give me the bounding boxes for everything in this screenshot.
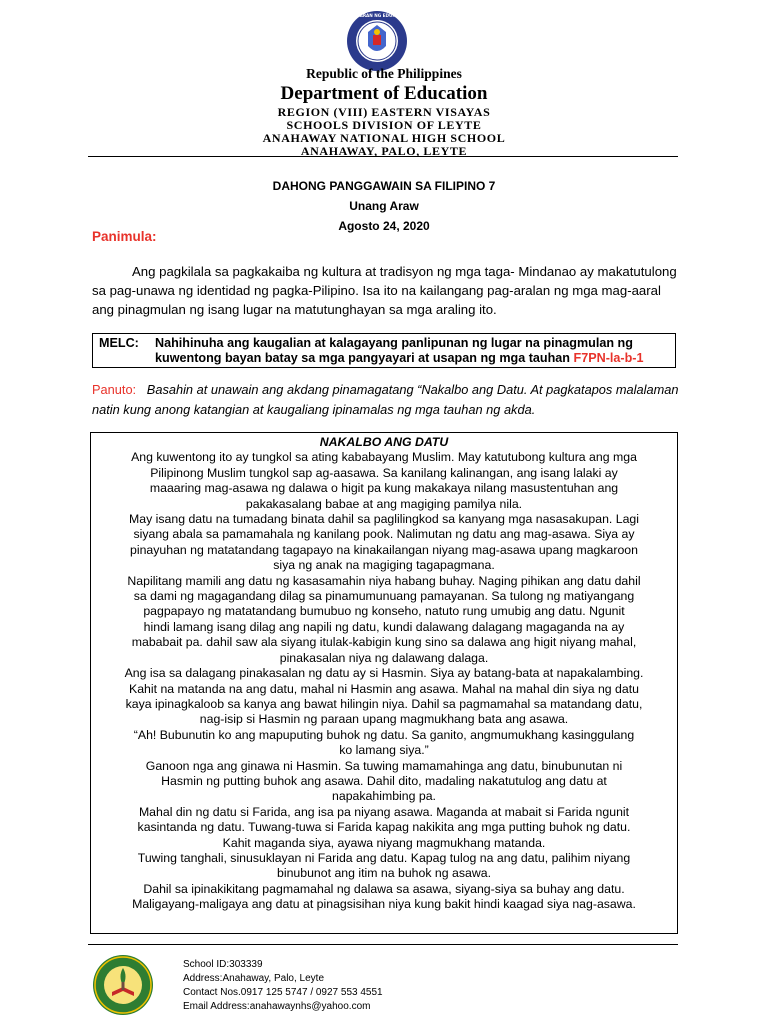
email-address: Email Address:anahawaynhs@yahoo.com [183, 1001, 371, 1012]
story-line: Ang isa sa dalagang pinakasalan ng datu ay si Hasmin. Siya ay batang-bata at napakalambing. [124, 666, 644, 681]
story-line: Kahit na matanda na ang datu, mahal ni Hasmin ang asawa. Mahal na mahal din siya ng datu [129, 681, 639, 696]
story-line: ko lamang siya.” [339, 743, 429, 758]
contact-numbers: Contact Nos.0917 125 5747 / 0927 553 4551 [183, 987, 383, 998]
panuto-label: Panuto: [92, 382, 137, 397]
story-line: Dahil sa ipinakikitang pagmamahal ng dalawa sa asawa, siyang-siya sa buhay ang datu. [143, 881, 625, 896]
story-line: siya ng anak na magiging tagapagmana. [273, 558, 495, 573]
story-line: binubunot ang itim na buhok ng asawa. [277, 866, 491, 881]
school-line: ANAHAWAY NATIONAL HIGH SCHOOL [262, 131, 506, 145]
story-line: Tuwing tanghali, sinusuklayan ni Farida ang datu. Kapag tulog na ang datu, palihim niyang [137, 850, 631, 865]
story-line: Mahal din ng datu si Farida, ang isa pa niyang asawa. Maganda at mabait si Farida ngunit [138, 804, 630, 819]
melc-box [92, 333, 676, 368]
story-line: sa dami ng magagandang dilag sa pinamumunuang pamayanan. Sa tulong ng matiyangang [133, 589, 635, 604]
letterhead [0, 66, 768, 158]
worksheet-titles [0, 176, 768, 236]
republic-line: Republic of the Philippines [306, 66, 462, 81]
intro-paragraph [92, 262, 677, 319]
region-line: REGION (VIII) EASTERN VISAYAS [277, 105, 491, 119]
melc-label: MELC: [99, 336, 139, 350]
svg-text:KAGAWARAN NG EDUKASYON: KAGAWARAN NG EDUKASYON [342, 13, 412, 18]
melc-line-1: Nahihinuha ang kaugalian at kalagayang panlipunan ng lugar na pinagmulan ng [155, 336, 633, 350]
intro-text: Ang pagkilala sa pagkakaiba ng kultura at tradisyon ng mga taga- Mindanao ay makatutulong sa pag-unawa ng identidad ng pagka-Pilipino. Isa ito na kailangang pag-aralan ng mga mag-aaral ang pinagmulan ng isang lugar na matutunghayan sa mga araling ito. [92, 264, 677, 317]
story-line: hindi lamang isang dilag ang napili ng datu, kundi dalawang dalagang magaganda na ay [143, 619, 625, 634]
story-title: NAKALBO ANG DATU [319, 435, 449, 449]
footer-address: Address:Anahaway, Palo, Leyte [183, 973, 325, 984]
worksheet-title: DAHONG PANGGAWAIN SA FILIPINO 7 [272, 179, 496, 193]
story-line: “Ah! Bubunutin ko ang mapuputing buhok ng datu. Sa ganito, angmumukhang kasinggulang [133, 727, 635, 742]
story-line: siyang abala sa pamamahala ng kanilang pook. Nalimutan ng datu ang mag-asawa. Siya ay [133, 527, 635, 542]
story-line: Ang kuwentong ito ay tungkol sa ating kababayang Muslim. May katutubong kultura ang mga [131, 450, 637, 465]
story-line: kasintanda ng datu. Tuwang-tuwa si Farida kapag nakikita ang mga putting buhok ng datu. [137, 820, 631, 835]
story-line: Napilitang mamili ang datu ng kasasamahin niya habang buhay. Naging pihikan ang datu dahil [127, 573, 641, 588]
melc-line-2 [155, 351, 643, 365]
story-line: mababait pa. dahil saw ala siyang itulak-kabigin kung sino sa dalawa ang higit niyang mahal, [131, 635, 637, 650]
story-line: pinakasalan niya ng dalawang dalaga. [279, 650, 489, 665]
melc-line-2-text: kuwentong bayan batay sa mga pangyayari at usapan ng mga tauhan [155, 351, 570, 365]
division-line: SCHOOLS DIVISION OF LEYTE [286, 118, 482, 132]
panuto-text: Basahin at unawain ang akdang pinamagatang “Nakalbo ang Datu. At pagkatapos malalaman natin kung anong katangian at kaugaliang ipinamalas ng mga tauhan ng akda. [92, 382, 679, 417]
story-line: pagpapayo ng matatandang bumubuo ng konseho, natuto rung umubig ang datu. Ngunit [143, 604, 625, 619]
school-id: School ID:303339 [183, 959, 263, 970]
deped-seal-logo [342, 10, 412, 72]
story-box [90, 432, 678, 934]
header-divider [88, 156, 678, 157]
footer-divider [88, 944, 678, 945]
department-title: Department of Education [280, 83, 488, 104]
address-line: ANAHAWAY, PALO, LEYTE [300, 144, 468, 158]
story-line: May isang datu na tumadang binata dahil sa paglilingkod sa kanyang mga nasasakupan. Lagi [129, 512, 639, 527]
day-label: Unang Araw [349, 199, 419, 213]
story-line: pakakasalang babae at ang magiging pamilya nila. [245, 496, 523, 511]
story-line: Maligayang-maligaya ang datu at pinagsisihan niya kung bakit hindi kaagad siya nag-asawa. [132, 897, 636, 912]
story-line: Ganoon nga ang ginawa ni Hasmin. Sa tuwing mamamahinga ang datu, binubunutan ni [145, 758, 623, 773]
melc-code: F7PN-la-b-1 [573, 351, 644, 365]
story-body [97, 450, 671, 912]
story-line: pinayuhan ng matatandang tagapayo na kinakailangan niyang mag-asawa upang magkaroon [130, 542, 638, 557]
footer-contact [183, 958, 383, 1014]
date-label: Agosto 24, 2020 [338, 219, 430, 233]
story-line: kaya ipinagkaloob sa kanya ang bawat hilingin niya. Dahil sa pagmamahal sa matandang datu, [125, 696, 643, 711]
story-line: Kahit maganda siya, ayawa niyang magmukhang matanda. [222, 835, 546, 850]
panuto-paragraph [92, 380, 682, 420]
panimula-label: Panimula: [92, 229, 157, 244]
story-line: nag-isip si Hasmin ng paraan upang magmukhang bata ang asawa. [199, 712, 569, 727]
story-line: napakahimbing pa. [332, 789, 436, 804]
story-line: Hasmin ng putting buhok ang asawa. Dahil dito, madaling nakatutulog ang datu at [161, 773, 607, 788]
story-line: Pilipinong Muslim tungkol sap ag-aasawa. Sa kanilang kalinangan, ang isang lalaki ay [150, 465, 618, 480]
school-logo [92, 954, 154, 1016]
story-line: maaaring mag-asawa ng dalawa o higit pa kung makakaya nilang masustentuhan ang [149, 481, 619, 496]
